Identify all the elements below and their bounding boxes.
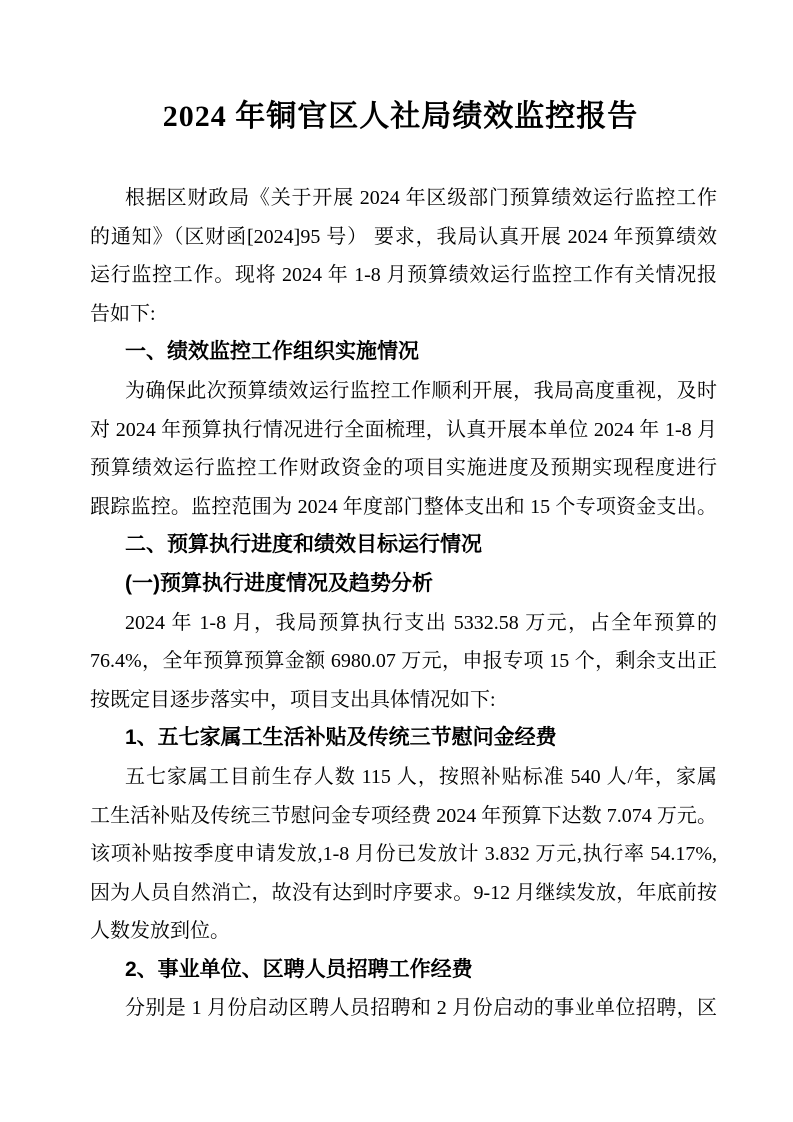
doc-line: 根据区财政局《关于开展 2024 年区级部门预算绩效运行监控工作 (125, 187, 717, 209)
doc-line: 该项补贴按季度申请发放,1-8 月份已发放计 3.832 万元,执行率 54.17%, (90, 843, 717, 866)
document-body (90, 179, 717, 1028)
doc-line: 跟踪监控。监控范围为 2024 年度部门整体支出和 15 个专项资金支出。 (90, 495, 717, 518)
section-heading: (一)预算执行进度情况及趋势分析 (125, 571, 433, 595)
doc-line: 为确保此次预算绩效运行监控工作顺利开展，我局高度重视，及时 (125, 379, 717, 402)
doc-line: 运行监控工作。现将 2024 年 1-8 月预算绩效运行监控工作有关情况报 (90, 264, 717, 287)
doc-line: 2024 年 1-8 月，我局预算执行支出 5332.58 万元，占全年预算的 (125, 611, 717, 634)
doc-line: 预算绩效运行监控工作财政资金的项目实施进度及预期实现程度进行 (90, 457, 717, 480)
doc-line: 五七家属工目前生存人数 115 人，按照补贴标准 540 人/年，家属 (125, 765, 717, 788)
doc-line: 因为人员自然消亡，故没有达到时序要求。9-12 月继续发放，年底前按 (90, 881, 717, 904)
doc-line: 的通知》（区财函[2024]95 号） 要求，我局认真开展 2024 年预算绩效 (90, 225, 717, 248)
doc-line: 工生活补贴及传统三节慰问金专项经费 2024 年预算下达数 7.074 万元。 (90, 804, 717, 827)
document-title: 2024 年铜官区人社局绩效监控报告 (162, 100, 639, 133)
doc-line: 分别是 1 月份启动区聘人员招聘和 2 月份启动的事业单位招聘，区 (125, 997, 717, 1020)
section-heading: 一、绩效监控工作组织实施情况 (125, 340, 419, 364)
doc-line: 76.4%，全年预算预算金额 6980.07 万元，申报专项 15 个，剩余支出正 (90, 650, 717, 673)
doc-line: 人数发放到位。 (90, 920, 230, 943)
doc-line: 对 2024 年预算执行情况进行全面梳理，认真开展本单位 2024 年 1-8 月 (90, 418, 717, 441)
doc-line: 告如下: (90, 302, 156, 325)
section-heading: 1、五七家属工生活补贴及传统三节慰问金经费 (125, 726, 557, 750)
section-heading: 2、事业单位、区聘人员招聘工作经费 (125, 957, 473, 981)
doc-line: 按既定目逐步落实中，项目支出具体情况如下: (90, 688, 496, 711)
section-heading: 二、预算执行进度和绩效目标运行情况 (125, 533, 482, 557)
